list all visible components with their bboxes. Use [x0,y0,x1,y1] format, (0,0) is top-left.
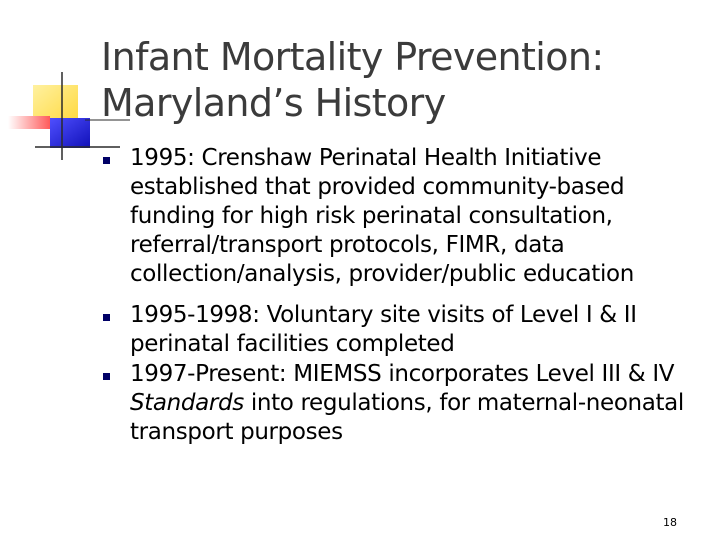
title-line-2: Maryland’s History [101,81,446,125]
bullet-text: 1995: Crenshaw Perinatal Health Initiative established that provided community-based funding for high risk perinatal consultation, referral/transport protocols, FIMR, data collection/analysis, provider/public education [130,145,634,287]
bullet-text: 1995-1998: Voluntary site visits of Level I & II perinatal facilities completed [130,302,637,357]
slide-title [101,34,701,126]
bullet-text-italic: Standards [130,390,244,416]
square-bullet-icon [103,314,110,321]
square-bullet-icon [103,373,110,380]
page-number: 18 [663,516,677,529]
bullet-item-1997-present [100,360,710,447]
bullet-text-after: into regulations, for maternal-neonatal transport purposes [130,390,684,445]
square-bullet-icon [103,157,110,164]
decor-blue-square [50,118,90,148]
title-line-1: Infant Mortality Prevention: [101,35,604,79]
decor-red-bar [8,116,50,129]
bullet-list [100,144,710,447]
bullet-item-1995 [100,144,710,289]
bullet-text-before: 1997-Present: MIEMSS incorporates Level III & IV [130,361,675,387]
bullet-item-1995-1998 [100,301,710,359]
